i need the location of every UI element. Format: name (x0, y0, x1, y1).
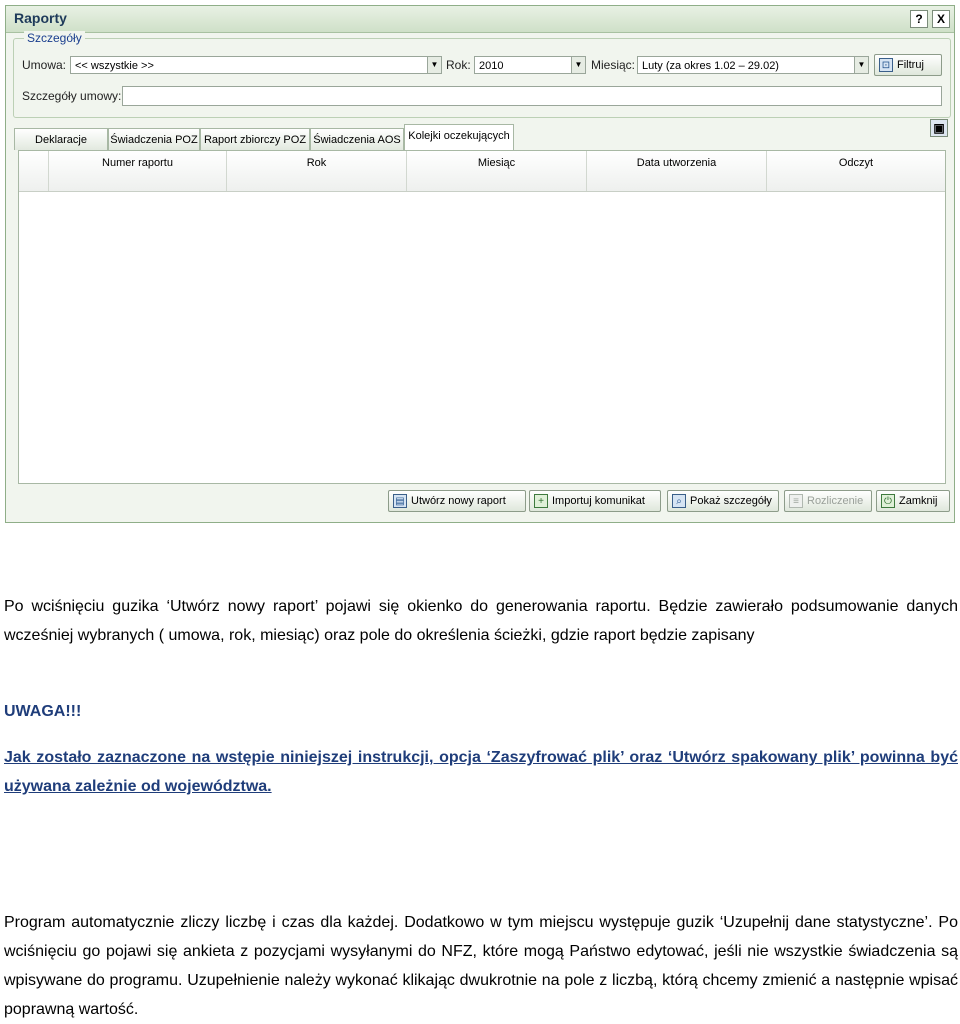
exit-icon: ⏻ (881, 494, 895, 508)
pokaz-label: Pokaż szczegóły (690, 495, 772, 507)
save-icon[interactable]: ▣ (930, 119, 948, 137)
paragraph-statistics: Program automatycznie zliczy liczbę i czas dla każdej. Dodatkowo w tym miejscu występuje guzik ‘Uzupełnij dane statystyczne’. Po wciśnięciu go pojawi się ankieta z pozycjami wysyłanymi do NFZ, które mogą Państwo edytować, jeśli nie wszystkie świadczenia są wpisywane do programu. Uzupełnienie należy wykonać klikając dwukrotnie na pole z liczbą, którą chcemy zmienić a następnie wpisać poprawną wartość. (4, 914, 958, 1018)
chevron-down-icon: ▼ (427, 57, 441, 73)
filter-icon: ⊡ (879, 58, 893, 72)
column-odczyt[interactable]: Odczyt (838, 157, 874, 169)
miesiac-label: Miesiąc: (591, 58, 636, 72)
tab-swiadczenia-poz[interactable] (108, 128, 200, 150)
tab-raport-zbiorczy-poz[interactable] (200, 128, 310, 150)
grid-header (19, 151, 945, 192)
tab-swiadczenia-aos[interactable] (310, 128, 404, 150)
tab-label: Świadczenia POZ (110, 134, 198, 146)
filtruj-button[interactable] (874, 54, 942, 76)
details-icon: ⌕ (672, 494, 686, 508)
close-window-button[interactable]: X (932, 10, 950, 28)
umowa-value: << wszystkie >> (75, 60, 154, 72)
raporty-window (5, 5, 955, 523)
filtruj-label: Filtruj (897, 59, 924, 71)
column-data-utworzenia[interactable]: Data utworzenia (587, 151, 767, 191)
tab-deklaracje[interactable] (14, 128, 108, 150)
warning-heading: UWAGA!!! (4, 703, 82, 720)
plus-icon: + (534, 494, 548, 508)
reports-grid[interactable] (18, 150, 946, 484)
umowa-select[interactable] (70, 56, 442, 74)
tab-label: Kolejki oczekujących (408, 130, 510, 142)
help-button[interactable]: ? (910, 10, 928, 28)
tab-label: Raport zbiorczy POZ (203, 134, 307, 146)
zamknij-button[interactable] (876, 490, 950, 512)
row-selector-header (19, 151, 49, 191)
utworz-label: Utwórz nowy raport (411, 495, 506, 507)
utworz-nowy-raport-button[interactable] (388, 490, 526, 512)
column-miesiac[interactable]: Miesiąc (407, 151, 587, 191)
szczegoly-umowy-label: Szczegóły umowy: (22, 89, 122, 103)
paragraph-warning: Jak zostało zaznaczone na wstępie niniejszej instrukcji, opcja ‘Zaszyfrować plik’ oraz ‘Utwórz spakowany plik’ powinna być używana zależnie od województwa. (4, 749, 958, 795)
rok-label: Rok: (446, 58, 471, 72)
miesiac-select[interactable] (637, 56, 869, 74)
rok-value: 2010 (479, 60, 504, 72)
rozliczenie-label: Rozliczenie (807, 495, 864, 507)
new-document-icon: ▤ (393, 494, 407, 508)
miesiac-value: Luty (za okres 1.02 – 29.02) (642, 60, 779, 72)
title-bar (6, 6, 954, 33)
chevron-down-icon: ▼ (571, 57, 585, 73)
tab-label: Świadczenia AOS (313, 134, 401, 146)
rozliczenie-button[interactable] (784, 490, 872, 512)
tab-kolejki-oczekujacych[interactable] (404, 124, 514, 150)
column-rok[interactable]: Rok (227, 151, 407, 191)
settlement-icon: ≡ (789, 494, 803, 508)
zamknij-label: Zamknij (899, 495, 938, 507)
importuj-komunikat-button[interactable] (529, 490, 661, 512)
details-group (13, 31, 951, 118)
szczegoly-umowy-field[interactable] (122, 86, 942, 106)
chevron-down-icon: ▼ (854, 57, 868, 73)
details-group-label: Szczegóły (24, 31, 85, 45)
paragraph-intro: Po wciśnięciu guzika ‘Utwórz nowy raport’ pojawi się okienko do generowania raportu. Będzie zawierało podsumowanie danych wcześniej wybranych ( umowa, rok, miesiąc) oraz pole do określenia ścieżki, gdzie raport będzie zapisany (4, 598, 958, 644)
tab-label: Deklaracje (35, 134, 87, 146)
umowa-label: Umowa: (22, 58, 67, 72)
pokaz-szczegoly-button[interactable] (667, 490, 779, 512)
window-title: Raporty (14, 10, 67, 26)
column-numer-raportu[interactable]: Numer raportu (49, 151, 227, 191)
rok-select[interactable] (474, 56, 586, 74)
importuj-label: Importuj komunikat (552, 495, 645, 507)
